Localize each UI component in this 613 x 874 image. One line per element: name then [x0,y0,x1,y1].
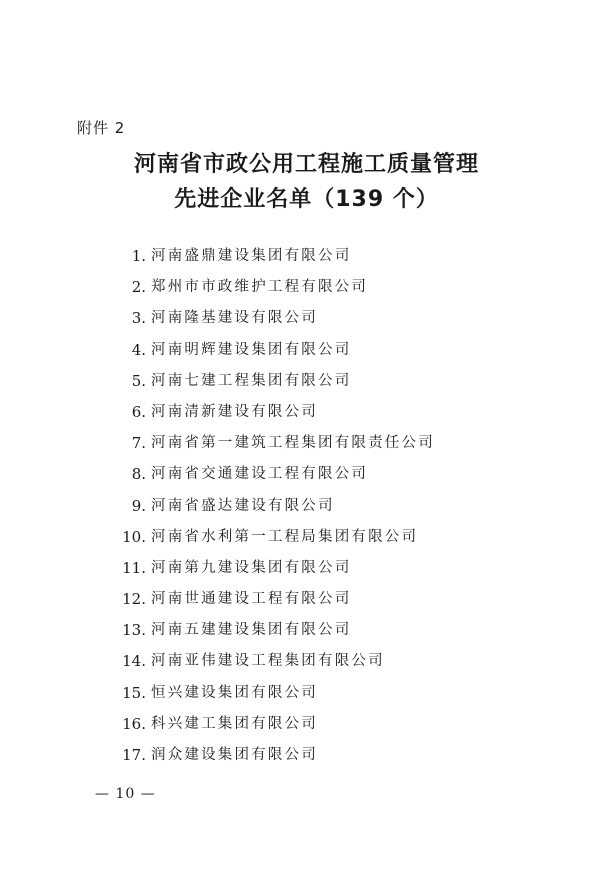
item-number: 3. [131,309,146,328]
list-item [0,556,613,587]
enterprise-list [0,244,613,774]
item-number: 16. [122,714,146,733]
item-number: 4. [131,340,146,359]
company-name: 河南第九建设集团有限公司 [151,559,352,576]
item-number: 15. [122,683,146,702]
company-name: 河南隆基建设有限公司 [151,310,318,327]
company-name: 润众建设集团有限公司 [151,747,318,763]
list-item [0,587,613,618]
item-number: 5. [131,371,146,390]
list-item [0,494,613,525]
company-name: 河南亚伟建设工程集团有限公司 [151,653,385,670]
item-number: 6. [131,402,146,421]
list-item [0,338,613,369]
company-name: 河南省交通建设工程有限公司 [151,466,369,483]
list-item [0,244,613,275]
company-name: 河南七建工程集团有限公司 [151,372,352,389]
item-number: 9. [131,496,146,515]
company-name: 河南盛鼎建设集团有限公司 [151,248,352,264]
document-title-line-1: 河南省市政公用工程施工质量管理 [133,152,479,177]
list-item [0,306,613,337]
company-name: 河南省水利第一工程局集团有限公司 [151,528,419,545]
page-number: — 10 — [95,786,156,802]
company-name: 河南省第一建筑工程集团有限责任公司 [151,435,435,452]
item-number: 10. [122,527,146,546]
item-number: 13. [122,621,146,640]
list-item [0,431,613,462]
list-item [0,369,613,400]
list-item [0,462,613,493]
list-item [0,525,613,556]
list-item [0,649,613,680]
item-number: 12. [122,590,146,609]
company-name: 河南五建建设集团有限公司 [151,622,352,639]
list-item [0,681,613,712]
company-name: 河南清新建设有限公司 [151,403,318,420]
item-number: 1. [131,247,146,265]
company-name: 河南明辉建设集团有限公司 [151,341,352,358]
list-item [0,618,613,649]
company-name: 河南省盛达建设有限公司 [151,497,335,514]
company-name: 恒兴建设集团有限公司 [151,684,318,701]
list-item [0,712,613,743]
item-number: 8. [131,465,146,484]
item-number: 2. [131,278,146,297]
document-title-line-2: 先进企业名单（139 个） [174,187,439,212]
attachment-label: 附件 2 [77,119,126,137]
company-name: 科兴建工集团有限公司 [151,715,318,732]
item-number: 11. [122,558,146,577]
company-name: 河南世通建设工程有限公司 [151,591,352,608]
list-item [0,275,613,306]
item-number: 14. [122,652,146,671]
company-name: 郑州市市政维护工程有限公司 [151,279,369,296]
list-item [0,743,613,774]
item-number: 17. [122,746,146,764]
item-number: 7. [131,434,146,453]
list-item [0,400,613,431]
